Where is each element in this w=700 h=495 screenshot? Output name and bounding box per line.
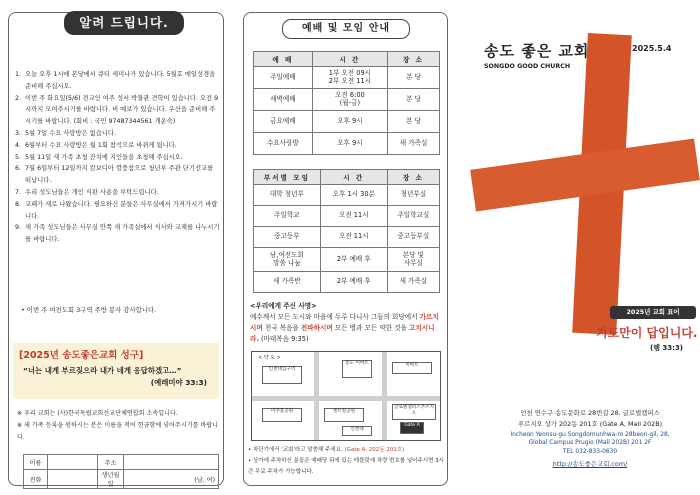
time-header: 시 간 (312, 52, 387, 67)
thanks-note: • 이번 주 여전도회 3구역 주방 봉사 감사합니다. (21, 306, 157, 314)
map-road (382, 352, 387, 440)
verse-reference: (예레미야 33:3) (150, 378, 207, 387)
phone-field[interactable] (48, 470, 98, 489)
place-header: 장 소 (387, 170, 439, 185)
notice-item: 5. 5월 11일 새 가족 초청 잔치에 지인들을 초청해 주십시오. (15, 153, 183, 161)
church-footnotes: ※ 우리 교회는 (사)한국독립교회선교단체연합회 소속입니다. ※ 새 가족 등록을 원하시는 분은 이름을 적어 헌금함에 넣어주시기를 바랍니다. (17, 410, 219, 441)
address-field[interactable] (124, 455, 219, 470)
table-row: 주일예배 1부 오전 09시 2부 오전 11시 본 당 (254, 67, 440, 89)
church-name-en: SONGDO GOOD CHURCH (484, 63, 571, 70)
schedule-panel (243, 12, 448, 486)
map-road (252, 396, 440, 401)
table-row: 남,여전도회 말씀 나눔 2부 예배 후 본당 및 사무실 (254, 248, 440, 272)
map-notes: • 차단기에서 '교회'라고 말씀해 주세요. (Gate A, 202동 201호) • 상가에 주차하신 분들은 예배당 뒤에 있는 테블릿에 차량 번호를 넣어주시면 3시간 무료 주차가 가능합니다. (248, 447, 444, 475)
table-row: 새 가족반 2부 예배 후 새 가족실 (254, 272, 440, 293)
website-link[interactable]: http://송도좋은교회.com/ (552, 459, 628, 468)
birthday-label: 생년월일 (98, 470, 124, 489)
notice-item: 1. 오늘 오후 1시에 본당에서 큐티 세미나가 있습니다. 5월호 매일성경을 준비해 주십시오. (15, 71, 216, 90)
map-title: < 약 도 > (258, 355, 281, 361)
department-table (253, 169, 440, 293)
notice-item: 7. 우리 성도님들은 개인 식판 사용을 부탁드립니다. (15, 188, 159, 196)
map-landmark: 미추홀공원 (262, 408, 302, 422)
notice-list (15, 69, 221, 246)
motto-text: 기도만이 답입니다. (596, 326, 698, 340)
department-header: 부서별 모임 (254, 170, 321, 185)
place-header: 장 소 (388, 52, 440, 67)
church-name: 송도 좋은 교회 (484, 42, 590, 60)
notices-title: 알려 드립니다. (64, 11, 184, 35)
mission-statement (250, 301, 443, 345)
address-label: 주소 (98, 455, 124, 470)
table-row: 금요예배 오후 9시 본 당 (254, 111, 440, 133)
notice-item: 2. 이번 주 화요일(5/6) 전교인 여주 성서 박물관 견학이 있습니다. 오전 9시까지 모여주시기를 바랍니다. 비 예보가 있습니다. 우산을 준비해 주시기를 바랍니다. (회비 : 국민 97487344561 개운숙) (15, 94, 219, 126)
notices-panel (8, 12, 224, 486)
table-row: 중고등부 오전 11시 중고등부실 (254, 227, 440, 248)
church-address: 인천 연수구 송도문화로 28번길 28. 글로벌캠퍼스 푸르지오 상가 202동 201호 (Gate A, Mall 202B) Incheon Yeonsu-gu Songdomunhwa-ro 28beon-gil, 28, Global Campus Prugio (Mall 202B) 201 2F TEL 032-833-0630 http://송도좋은교회.com/ (484, 408, 696, 469)
mission-reference: (마태복음 9:35) (260, 335, 309, 343)
map-landmark: 센트럴공원 (324, 408, 364, 422)
notice-item: 8. 교패가 새로 나왔습니다. 필요하신 분들은 사무실에서 가져가시기 바랍니다. (15, 200, 218, 220)
verse-title: [2025년 송도좋은교회 성구] (19, 350, 144, 361)
phone-number: TEL 032-833-0630 (562, 448, 618, 455)
map-landmark: 송도 이마트 (342, 360, 372, 378)
map-landmark: 글로벌캠퍼스푸르지오 (392, 404, 436, 420)
notice-item: 9. 새 가족 성도님들은 사무실 안쪽 새 가족실에서 식사와 교제를 나누시기를 바랍니다. (15, 224, 220, 244)
phone-label: 전화 (24, 470, 48, 489)
worship-table (253, 51, 440, 155)
church-location-marker: Gate A (400, 422, 424, 434)
name-field[interactable] (48, 455, 98, 470)
notice-item: 3. 5월 7일 수요 사랑방은 없습니다. (15, 129, 117, 137)
church-logo (484, 40, 589, 70)
mission-text: 예수께서 모든 도시와 마을에 두루 다니사 그들의 회당에서 가르치시며 천국 복음을 전파하시며 모든 병과 모든 약한 것을 고치시니라. (마태복음 9:35) (250, 313, 439, 343)
mission-title: <우리에게 주신 사명> (250, 302, 317, 310)
time-header: 시 간 (320, 170, 387, 185)
notice-item: 6. 7월 6일부터 12일까지 캄보디아 깜풍참으로 청년부 주관 단기선교를 떠납니다. (15, 165, 214, 185)
cover-panel (466, 0, 700, 495)
map-landmark: 이마트 (392, 362, 432, 374)
motto-reference: (렘 33:3) (650, 344, 684, 352)
gender-field[interactable]: (남. 여) (124, 470, 219, 489)
table-row: 수요사랑방 오후 9시 새 가족실 (254, 133, 440, 155)
annual-verse-box (13, 343, 219, 399)
map-landmark: 인천대 (342, 426, 372, 436)
registration-form (23, 454, 219, 489)
verse-quote: “너는 내게 부르짖으라 내가 네게 응답하겠고…” (23, 366, 182, 375)
motto-label: 2025년 교회 표어 (610, 306, 696, 319)
bulletin-date: 2025.5.4 (632, 44, 672, 53)
location-map (251, 351, 441, 441)
schedule-title: 예배 및 모임 안내 (282, 19, 410, 39)
table-row: 대학 청년부 오후 1시 30분 청년부실 (254, 185, 440, 206)
map-road (314, 352, 319, 440)
table-row: 주일학교 오전 11시 주일학교실 (254, 206, 440, 227)
worship-header: 예 배 (254, 52, 313, 67)
notice-item: 4. 6월부터 수요 사랑방은 월 1회 참석으로 바뀌게 됩니다. (15, 141, 177, 149)
map-landmark: 인천대입구역 (262, 366, 302, 384)
name-label: 이름 (24, 455, 48, 470)
table-row: 새벽예배 오전 6:00 (월-금) 본 당 (254, 89, 440, 111)
